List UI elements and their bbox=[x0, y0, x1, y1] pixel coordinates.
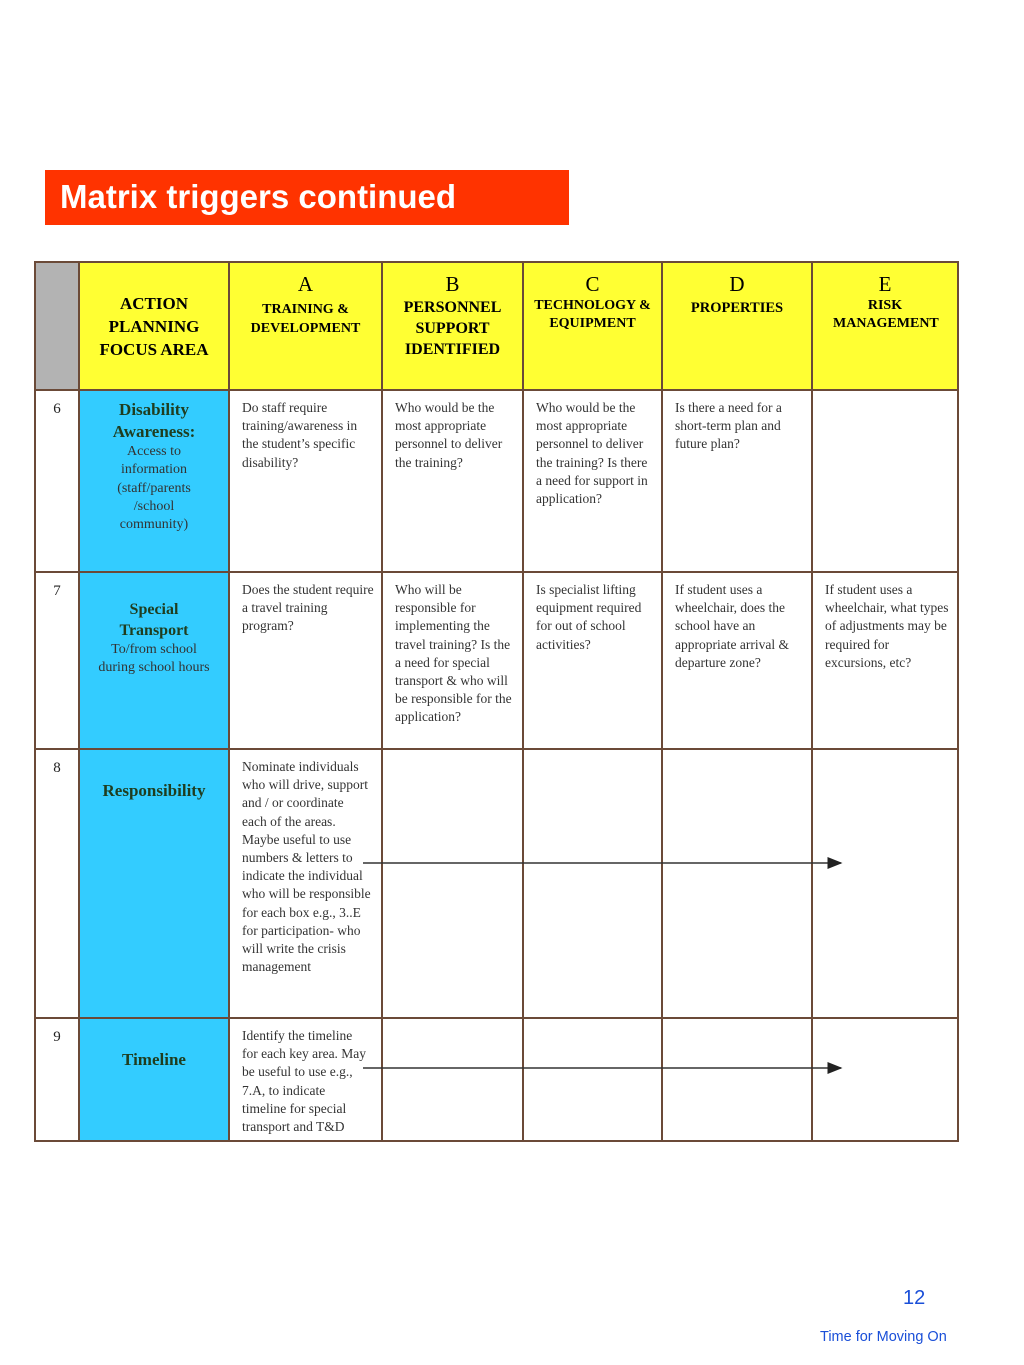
focus-area-title: Special Transport bbox=[119, 601, 189, 639]
focus-area-subtitle: Access to information (staff/parents /school community) bbox=[117, 444, 191, 533]
cell-text: Does the student require a travel training program? bbox=[242, 582, 374, 634]
cell-text: Who would be the most appropriate personnel to deliver the training? Is there a need for support in application? bbox=[536, 400, 648, 507]
col-b-title: PERSONNEL SUPPORT IDENTIFIED bbox=[403, 299, 502, 358]
col-c-letter: C bbox=[585, 272, 600, 296]
cell-text: Is specialist lifting equipment required for out of school activities? bbox=[536, 582, 642, 652]
row-number: 8 bbox=[35, 749, 79, 1018]
col-b-letter: B bbox=[445, 272, 460, 296]
col-e-letter: E bbox=[878, 272, 892, 296]
col-e-title: RISK MANAGEMENT bbox=[833, 298, 939, 331]
page-number: 12 bbox=[903, 1287, 926, 1309]
cell-text: Do staff require training/awareness in the student’s specific disability? bbox=[242, 400, 358, 470]
cell-text: Nominate individuals who will drive, support and / or coordinate each of the areas. Maybe useful to use numbers & letters to indicate the individual who will be responsible for each box e.g., 3..E for participation- who will write the crisis management bbox=[242, 759, 371, 975]
row-number: 9 bbox=[35, 1018, 79, 1141]
col-d-title: PROPERTIES bbox=[690, 300, 784, 316]
row-number: 7 bbox=[35, 572, 79, 749]
cell-text: If student uses a wheelchair, what types of adjustments may be required for excursions, etc? bbox=[825, 582, 949, 670]
row-number: 6 bbox=[35, 390, 79, 572]
focus-area-subtitle: To/from school during school hours bbox=[98, 642, 210, 676]
footer-text: Time for Moving On bbox=[820, 1329, 947, 1345]
focus-area-title: Disability Awareness: bbox=[112, 400, 196, 441]
col-d-letter: D bbox=[729, 272, 745, 296]
cell-text: Who will be responsible for implementing the travel training? Is the a need for special transport & who will be responsible for the application? bbox=[395, 582, 512, 725]
col-c-title: TECHNOLOGY & EQUIPMENT bbox=[534, 298, 651, 331]
col-a-title: TRAINING & DEVELOPMENT bbox=[250, 302, 361, 336]
cell-text: If student uses a wheelchair, does the school have an appropriate arrival & departure zone? bbox=[675, 582, 789, 670]
focus-area-title: Timeline bbox=[122, 1050, 186, 1069]
focus-area-title: Responsibility bbox=[102, 781, 206, 800]
header-action-area-label: ACTION PLANNING FOCUS AREA bbox=[99, 294, 209, 359]
page-title: Matrix triggers continued bbox=[60, 178, 457, 215]
col-a-letter: A bbox=[297, 272, 314, 296]
cell-text: Who would be the most appropriate personnel to deliver the training? bbox=[395, 400, 503, 470]
cell-text: Identify the timeline for each key area. May be useful to use e.g., 7.A, to indicate timeline for special transport and T&D bbox=[242, 1028, 367, 1135]
cell-text: Is there a need for a short-term plan and future plan? bbox=[675, 400, 782, 452]
